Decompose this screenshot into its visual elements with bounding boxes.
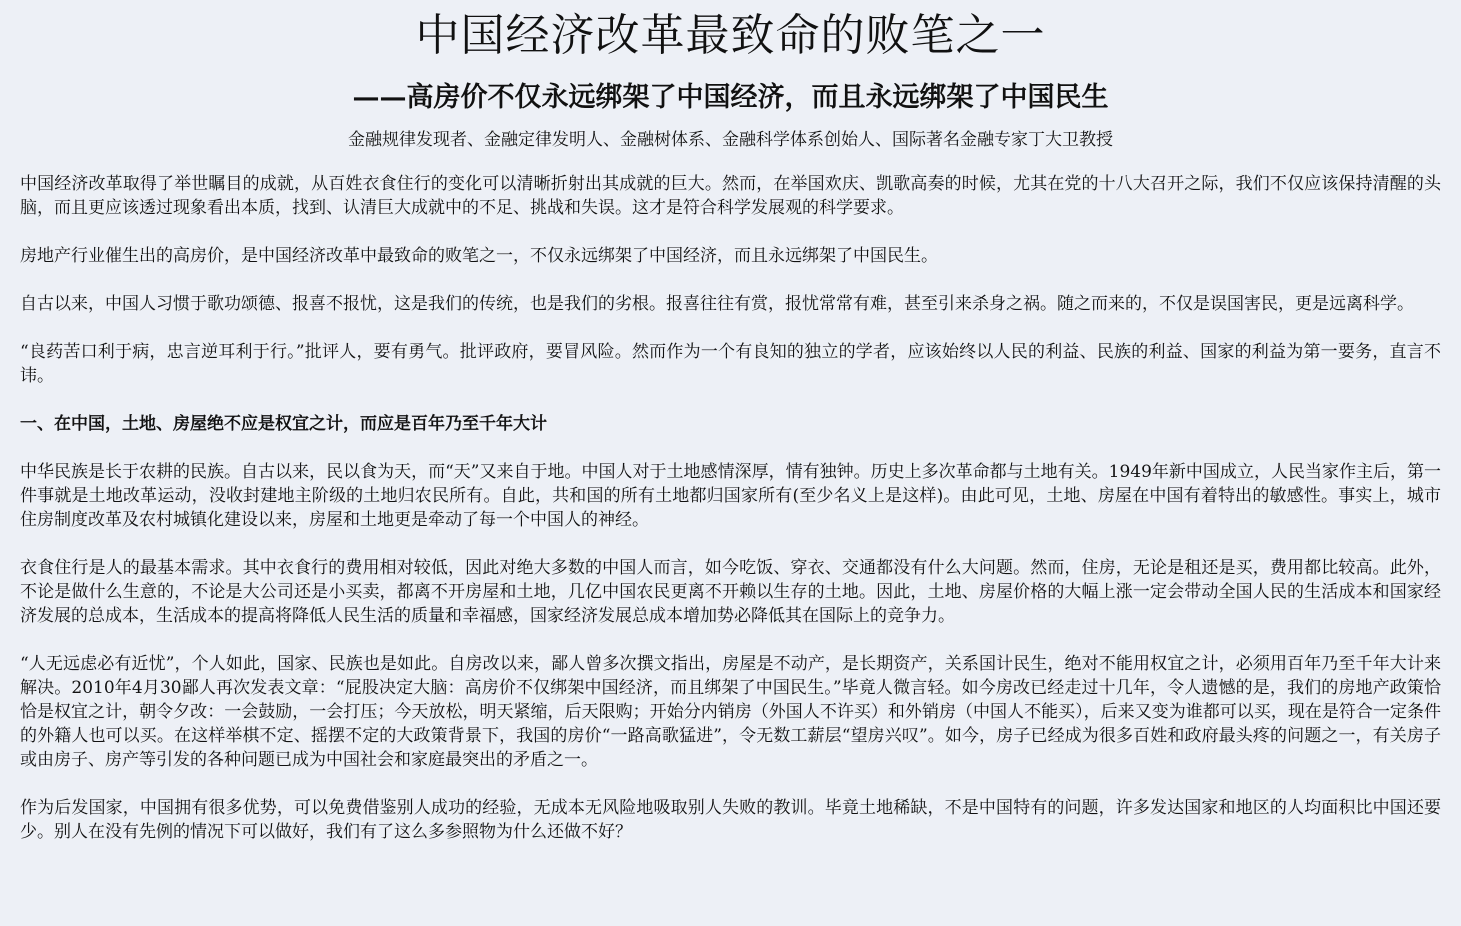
article-body xyxy=(20,172,1441,844)
paragraph: 自古以来，中国人习惯于歌功颂德、报喜不报忧，这是我们的传统，也是我们的劣根。报喜往往有赏，报忧常常有难，甚至引来杀身之祸。随之而来的，不仅是误国害民，更是远离科学。 xyxy=(20,294,1414,314)
article-subtitle: ——高房价不仅永远绑架了中国经济，而且永远绑架了中国民生 xyxy=(352,82,1109,113)
paragraph: 作为后发国家，中国拥有很多优势，可以免费借鉴别人成功的经验，无成本无风险地吸取别人失败的教训。毕竟土地稀缺，不是中国特有的问题，许多发达国家和地区的人均面积比中国还要少。别人在没有先例的情况下可以做好，我们有了这么多参照物为什么还做不好？ xyxy=(20,798,1441,842)
paragraph: 房地产行业催生出的高房价，是中国经济改革中最致命的败笔之一，不仅永远绑架了中国经济，而且永远绑架了中国民生。 xyxy=(20,246,938,266)
paragraph: 衣食住行是人的最基本需求。其中衣食行的费用相对较低，因此对绝大多数的中国人而言，如今吃饭、穿衣、交通都没有什么大问题。然而，住房，无论是租还是买，费用都比较高。此外，不论是做什么生意的，不论是大公司还是小买卖，都离不开房屋和土地，几亿中国农民更离不开赖以生存的土地。因此，土地、房屋价格的大幅上涨一定会带动全国人民的生活成本和国家经济发展的总成本，生活成本的提高将降低人民生活的质量和幸福感，国家经济发展总成本增加势必降低其在国际上的竞争力。 xyxy=(20,558,1441,626)
paragraph: “良药苦口利于病，忠言逆耳利于行。”批评人，要有勇气。批评政府，要冒风险。然而作为一个有良知的独立的学者，应该始终以人民的利益、民族的利益、国家的利益为第一要务，直言不讳。 xyxy=(20,342,1441,386)
author-byline: 金融规律发现者、金融定律发明人、金融树体系、金融科学体系创始人、国际著名金融专家丁大卫教授 xyxy=(348,130,1113,150)
paragraph: “人无远虑必有近忧”，个人如此，国家、民族也是如此。自房改以来，鄙人曾多次撰文指出，房屋是不动产，是长期资产，关系国计民生，绝对不能用权宜之计，必须用百年乃至千年大计来解决。2010年4月30鄙人再次发表文章：“屁股决定大脑：高房价不仅绑架中国经济，而且绑架了中国民生。”毕竟人微言轻。如今房改已经走过十几年，令人遗憾的是，我们的房地产政策恰恰是权宜之计，朝令夕改：一会鼓励，一会打压；今天放松，明天紧缩，后天限购；开始分内销房（外国人不许买）和外销房（中国人不能买），后来又变为谁都可以买，现在是符合一定条件的外籍人也可以买。在这样举棋不定、摇摆不定的大政策背景下，我国的房价“一路高歌猛进”，令无数工薪层“望房兴叹”。如今，房子已经成为很多百姓和政府最头疼的问题之一，有关房子或由房子、房产等引发的各种问题已成为中国社会和家庭最突出的矛盾之一。 xyxy=(20,654,1441,770)
paragraph: 中华民族是长于农耕的民族。自古以来，民以食为天，而“天”又来自于地。中国人对于土地感情深厚，情有独钟。历史上多次革命都与土地有关。1949年新中国成立，人民当家作主后，第一件事就是土地改革运动，没收封建地主阶级的土地归农民所有。自此，共和国的所有土地都归国家所有(至少名义上是这样)。由此可见，土地、房屋在中国有着特出的敏感性。事实上，城市住房制度改革及农村城镇化建设以来，房屋和土地更是牵动了每一个中国人的神经。 xyxy=(20,462,1441,530)
section-heading: 一、在中国，土地、房屋绝不应是权宜之计，而应是百年乃至千年大计 xyxy=(20,414,547,434)
article-title: 中国经济改革最致命的败笔之一 xyxy=(415,10,1046,61)
paragraph: 中国经济改革取得了举世瞩目的成就，从百姓衣食住行的变化可以清晰折射出其成就的巨大。然而，在举国欢庆、凯歌高奏的时候，尤其在党的十八大召开之际，我们不仅应该保持清醒的头脑，而且更应该透过现象看出本质，找到、认清巨大成就中的不足、挑战和失误。这才是符合科学发展观的科学要求。 xyxy=(20,174,1441,218)
